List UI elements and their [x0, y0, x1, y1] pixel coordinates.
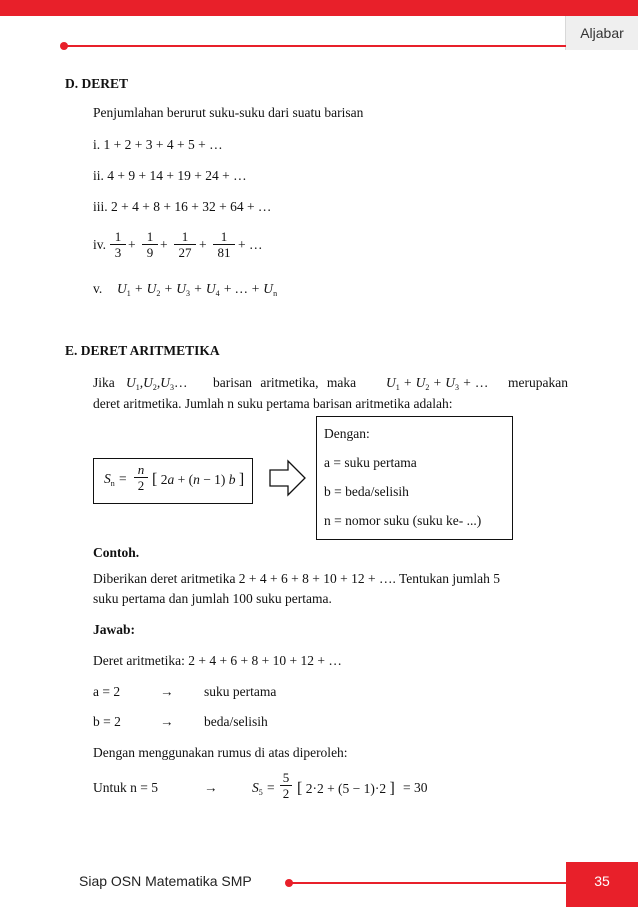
- a-desc: suku pertama: [204, 684, 277, 699]
- formula-body: [ 2a + (n − 1) b ]: [152, 471, 245, 488]
- footer-line: [289, 882, 566, 884]
- series-item-v-expression: $U_1 + U_2 + U_3 + U_4$ + … + $U_n$: [117, 281, 278, 298]
- s5-result: = 30: [403, 780, 428, 795]
- answer-title: Jawab:: [93, 622, 136, 637]
- plus-sign: +: [160, 237, 168, 252]
- a-value: a = 2: [93, 684, 121, 699]
- series-item-iv-tail: + …: [238, 237, 263, 252]
- formula-sn: $S_n$ =: [104, 471, 128, 488]
- formula-fraction: $\frac{n}{2}$: [134, 462, 148, 493]
- chapter-title: Aljabar: [580, 25, 624, 41]
- series-item-i: i. 1 + 2 + 3 + 4 + 5 + …: [93, 137, 223, 152]
- plus-sign: +: [199, 237, 207, 252]
- fraction-1-81: $\frac{1}{81}$: [213, 229, 235, 260]
- s5-label: $S_5$ =: [252, 780, 276, 797]
- intro-merupakan: merupakan: [508, 375, 568, 390]
- example-text-1: Diberikan deret aritmetika 2 + 4 + 6 + 8 + 10 + 12 + …. Tentukan jumlah 5: [93, 571, 501, 586]
- a-arrow: →: [160, 684, 174, 699]
- intro-sequence: $U_1,U_2,U_3\dots$: [126, 375, 188, 392]
- description-line-a: a = suku pertama: [324, 455, 417, 470]
- page-number-tab: [566, 862, 638, 907]
- arrow-right-icon: [268, 458, 308, 498]
- description-title: Dengan:: [324, 426, 370, 441]
- top-accent-bar: [0, 0, 638, 16]
- fraction-1-3: $\frac{1}{3}$: [110, 229, 126, 260]
- fraction-1-27: $\frac{1}{27}$: [174, 229, 196, 260]
- s5-fraction: $\frac{5}{2}$: [280, 770, 292, 801]
- series-item-iv-label: iv.: [93, 237, 106, 252]
- series-item-iii: iii. 2 + 4 + 8 + 16 + 32 + 64 + …: [93, 199, 272, 214]
- description-line-n: n = nomor suku (suku ke- ...): [324, 513, 482, 528]
- fraction-1-9: $\frac{1}{9}$: [142, 229, 158, 260]
- derived-text: Dengan menggunakan rumus di atas diperoleh:: [93, 745, 348, 760]
- answer-series: Deret aritmetika: 2 + 4 + 6 + 8 + 10 + 12 + …: [93, 653, 342, 668]
- plus-sign: +: [128, 237, 136, 252]
- book-title: Siap OSN Matematika SMP: [79, 873, 252, 889]
- example-text-2: suku pertama dan jumlah 100 suku pertama.: [93, 591, 332, 606]
- description-line-b: b = beda/selisih: [324, 484, 409, 499]
- b-arrow: →: [160, 714, 174, 729]
- b-value: b = 2: [93, 714, 121, 729]
- series-item-ii: ii. 4 + 9 + 14 + 19 + 24 + …: [93, 168, 247, 183]
- intro-sum: $U_1 + U_2 + U_3$ + …: [386, 375, 489, 392]
- header-line: [64, 45, 566, 47]
- for-n-label: Untuk n = 5: [93, 780, 158, 795]
- section-e-heading: E. DERET ARITMETIKA: [65, 343, 220, 358]
- section-d-heading: D. DERET: [65, 76, 129, 91]
- section-d-intro: Penjumlahan berurut suku-suku dari suatu barisan: [93, 105, 364, 120]
- page-number: 35: [594, 873, 610, 889]
- b-desc: beda/selisih: [204, 714, 268, 729]
- n-arrow: →: [204, 780, 218, 795]
- intro-middle: barisan aritmetika, maka: [213, 375, 357, 390]
- example-title: Contoh.: [93, 545, 140, 560]
- intro-jika: Jika: [93, 375, 115, 390]
- series-item-v-label: v.: [93, 281, 103, 296]
- chapter-tab: [565, 16, 638, 50]
- s5-body: [ 2·2 + (5 − 1)·2 ]: [297, 780, 395, 797]
- intro-line-2: deret aritmetika. Jumlah n suku pertama barisan aritmetika adalah:: [93, 396, 453, 411]
